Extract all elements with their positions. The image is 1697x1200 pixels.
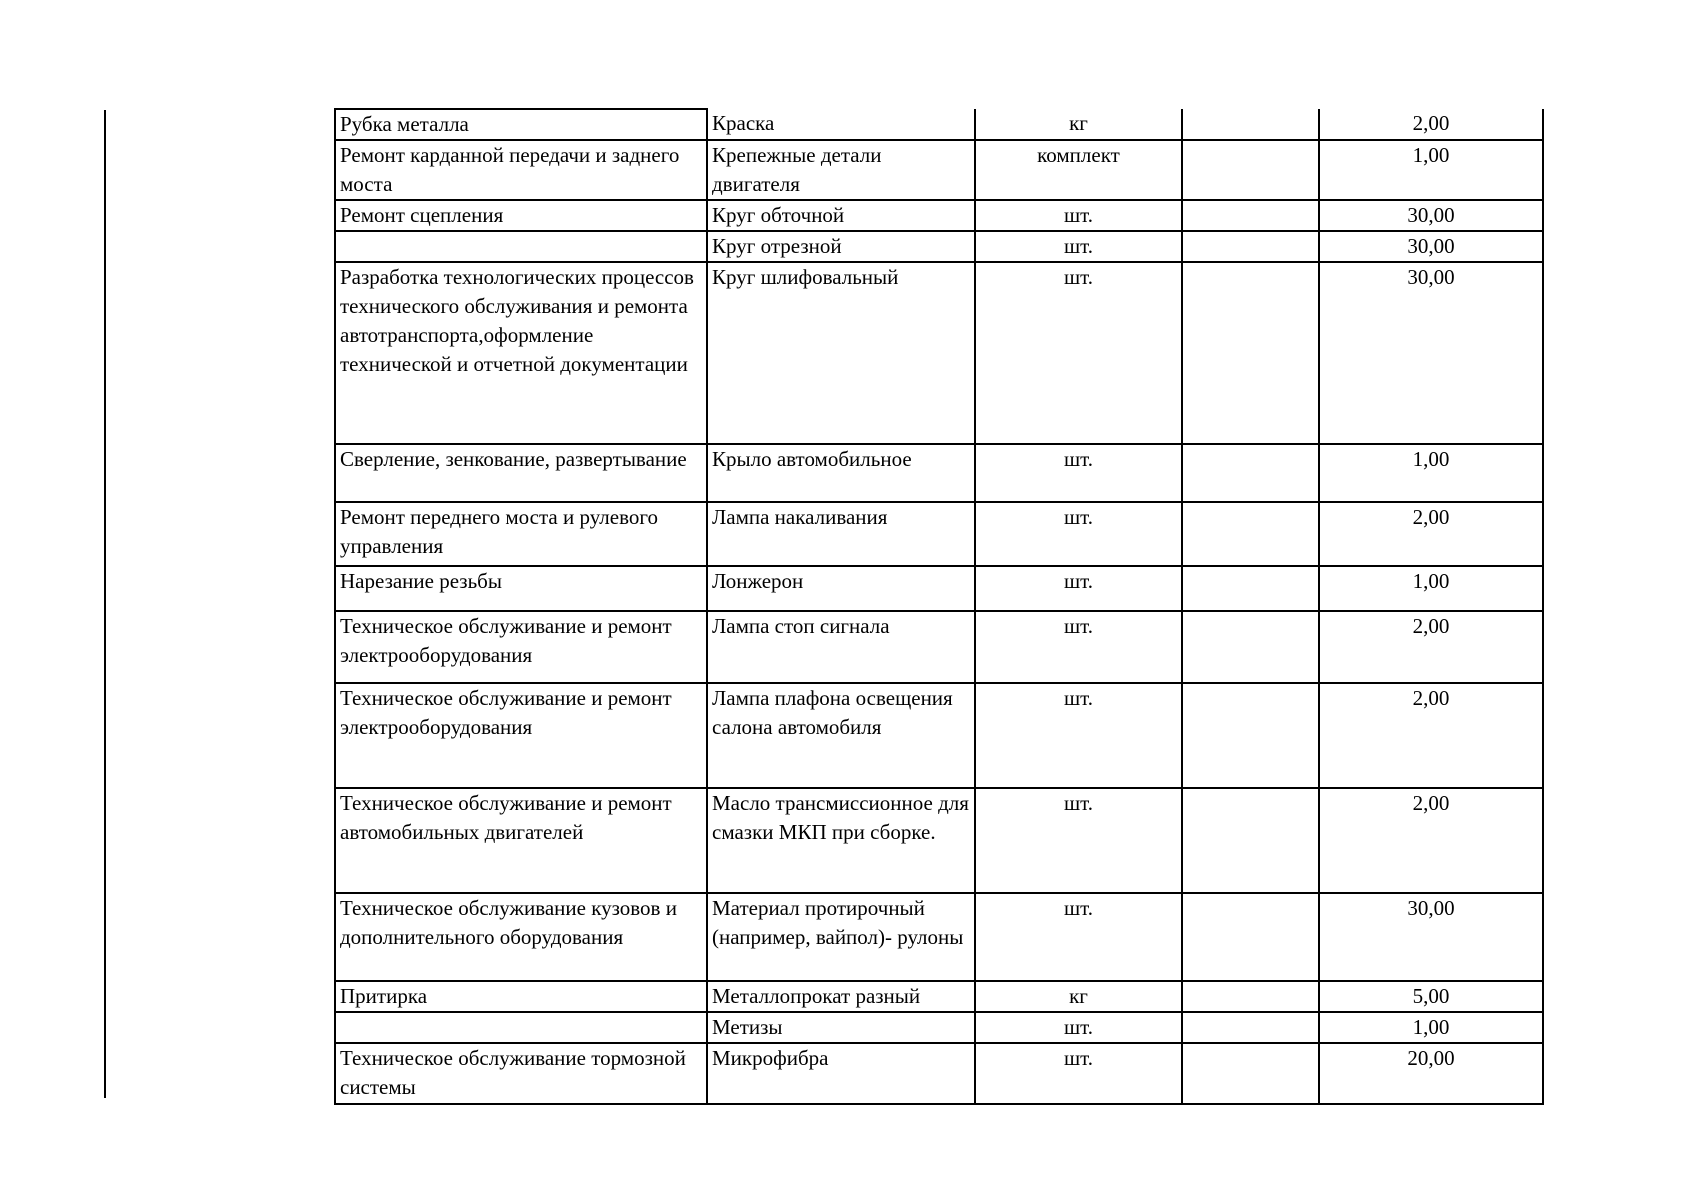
material-cell: Лампа плафона освещения салона автомобиля xyxy=(707,683,975,788)
quantity-cell: 2,00 xyxy=(1319,683,1543,788)
quantity-cell: 1,00 xyxy=(1319,140,1543,200)
work-cell: Техническое обслуживание кузовов и дополнительного оборудования xyxy=(335,893,707,981)
table-row xyxy=(335,1043,1543,1104)
empty-cell xyxy=(1182,262,1319,444)
quantity-cell: 30,00 xyxy=(1319,231,1543,262)
quantity-cell: 1,00 xyxy=(1319,566,1543,611)
unit-cell: шт. xyxy=(975,1012,1182,1043)
table-row xyxy=(335,109,1543,140)
unit-cell: шт. xyxy=(975,788,1182,893)
table-row xyxy=(335,502,1543,566)
table-row xyxy=(335,1012,1543,1043)
work-cell xyxy=(335,1012,707,1043)
empty-cell xyxy=(1182,1043,1319,1104)
work-cell: Ремонт сцепления xyxy=(335,200,707,231)
unit-cell: шт. xyxy=(975,444,1182,502)
material-cell: Круг обточной xyxy=(707,200,975,231)
work-cell: Ремонт карданной передачи и заднего моста xyxy=(335,140,707,200)
unit-cell: шт. xyxy=(975,200,1182,231)
empty-cell xyxy=(1182,611,1319,683)
unit-cell: шт. xyxy=(975,262,1182,444)
table-row xyxy=(335,200,1543,231)
material-cell: Круг шлифовальный xyxy=(707,262,975,444)
work-cell xyxy=(335,231,707,262)
empty-cell xyxy=(1182,1012,1319,1043)
table-row xyxy=(335,893,1543,981)
quantity-cell: 1,00 xyxy=(1319,1012,1543,1043)
work-cell: Рубка металла xyxy=(335,109,707,140)
unit-cell: шт. xyxy=(975,1043,1182,1104)
work-cell: Сверление, зенкование, развертывание xyxy=(335,444,707,502)
work-cell: Притирка xyxy=(335,981,707,1012)
table-row xyxy=(335,788,1543,893)
quantity-cell: 30,00 xyxy=(1319,262,1543,444)
empty-cell xyxy=(1182,566,1319,611)
empty-cell xyxy=(1182,502,1319,566)
empty-cell xyxy=(1182,683,1319,788)
quantity-cell: 2,00 xyxy=(1319,109,1543,140)
work-cell: Нарезание резьбы xyxy=(335,566,707,611)
unit-cell: шт. xyxy=(975,231,1182,262)
table-row xyxy=(335,444,1543,502)
unit-cell: шт. xyxy=(975,566,1182,611)
material-cell: Лонжерон xyxy=(707,566,975,611)
empty-cell xyxy=(1182,444,1319,502)
quantity-cell: 2,00 xyxy=(1319,502,1543,566)
left-margin-rule xyxy=(104,110,106,1098)
work-cell: Техническое обслуживание и ремонт автомобильных двигателей xyxy=(335,788,707,893)
material-cell: Круг отрезной xyxy=(707,231,975,262)
work-cell: Разработка технологических процессов технического обслуживания и ремонта автотранспорта,оформление технической и отчетной документации xyxy=(335,262,707,444)
quantity-cell: 30,00 xyxy=(1319,200,1543,231)
material-cell: Крепежные детали двигателя xyxy=(707,140,975,200)
unit-cell: шт. xyxy=(975,893,1182,981)
table-row xyxy=(335,262,1543,444)
quantity-cell: 1,00 xyxy=(1319,444,1543,502)
table-row xyxy=(335,611,1543,683)
material-cell: Краска xyxy=(707,109,975,140)
empty-cell xyxy=(1182,140,1319,200)
empty-cell xyxy=(1182,788,1319,893)
materials-table xyxy=(334,108,1544,1105)
quantity-cell: 2,00 xyxy=(1319,611,1543,683)
unit-cell: шт. xyxy=(975,683,1182,788)
unit-cell: кг xyxy=(975,981,1182,1012)
material-cell: Металлопрокат разный xyxy=(707,981,975,1012)
quantity-cell: 2,00 xyxy=(1319,788,1543,893)
unit-cell: шт. xyxy=(975,502,1182,566)
empty-cell xyxy=(1182,893,1319,981)
material-cell: Крыло автомобильное xyxy=(707,444,975,502)
table-row xyxy=(335,140,1543,200)
material-cell: Масло трансмиссионное для смазки МКП при сборке. xyxy=(707,788,975,893)
table-row xyxy=(335,231,1543,262)
quantity-cell: 30,00 xyxy=(1319,893,1543,981)
material-cell: Лампа стоп сигнала xyxy=(707,611,975,683)
work-cell: Техническое обслуживание и ремонт электрооборудования xyxy=(335,611,707,683)
table-row xyxy=(335,981,1543,1012)
quantity-cell: 5,00 xyxy=(1319,981,1543,1012)
material-cell: Лампа накаливания xyxy=(707,502,975,566)
material-cell: Метизы xyxy=(707,1012,975,1043)
work-cell: Ремонт переднего моста и рулевого управления xyxy=(335,502,707,566)
unit-cell: кг xyxy=(975,109,1182,140)
work-cell: Техническое обслуживание и ремонт электрооборудования xyxy=(335,683,707,788)
empty-cell xyxy=(1182,981,1319,1012)
empty-cell xyxy=(1182,109,1319,140)
material-cell: Микрофибра xyxy=(707,1043,975,1104)
material-cell: Материал протирочный (например, вайпол)- рулоны xyxy=(707,893,975,981)
work-cell: Техническое обслуживание тормозной системы xyxy=(335,1043,707,1104)
unit-cell: шт. xyxy=(975,611,1182,683)
table-row xyxy=(335,566,1543,611)
empty-cell xyxy=(1182,231,1319,262)
unit-cell: комплект xyxy=(975,140,1182,200)
empty-cell xyxy=(1182,200,1319,231)
table-row xyxy=(335,683,1543,788)
quantity-cell: 20,00 xyxy=(1319,1043,1543,1104)
